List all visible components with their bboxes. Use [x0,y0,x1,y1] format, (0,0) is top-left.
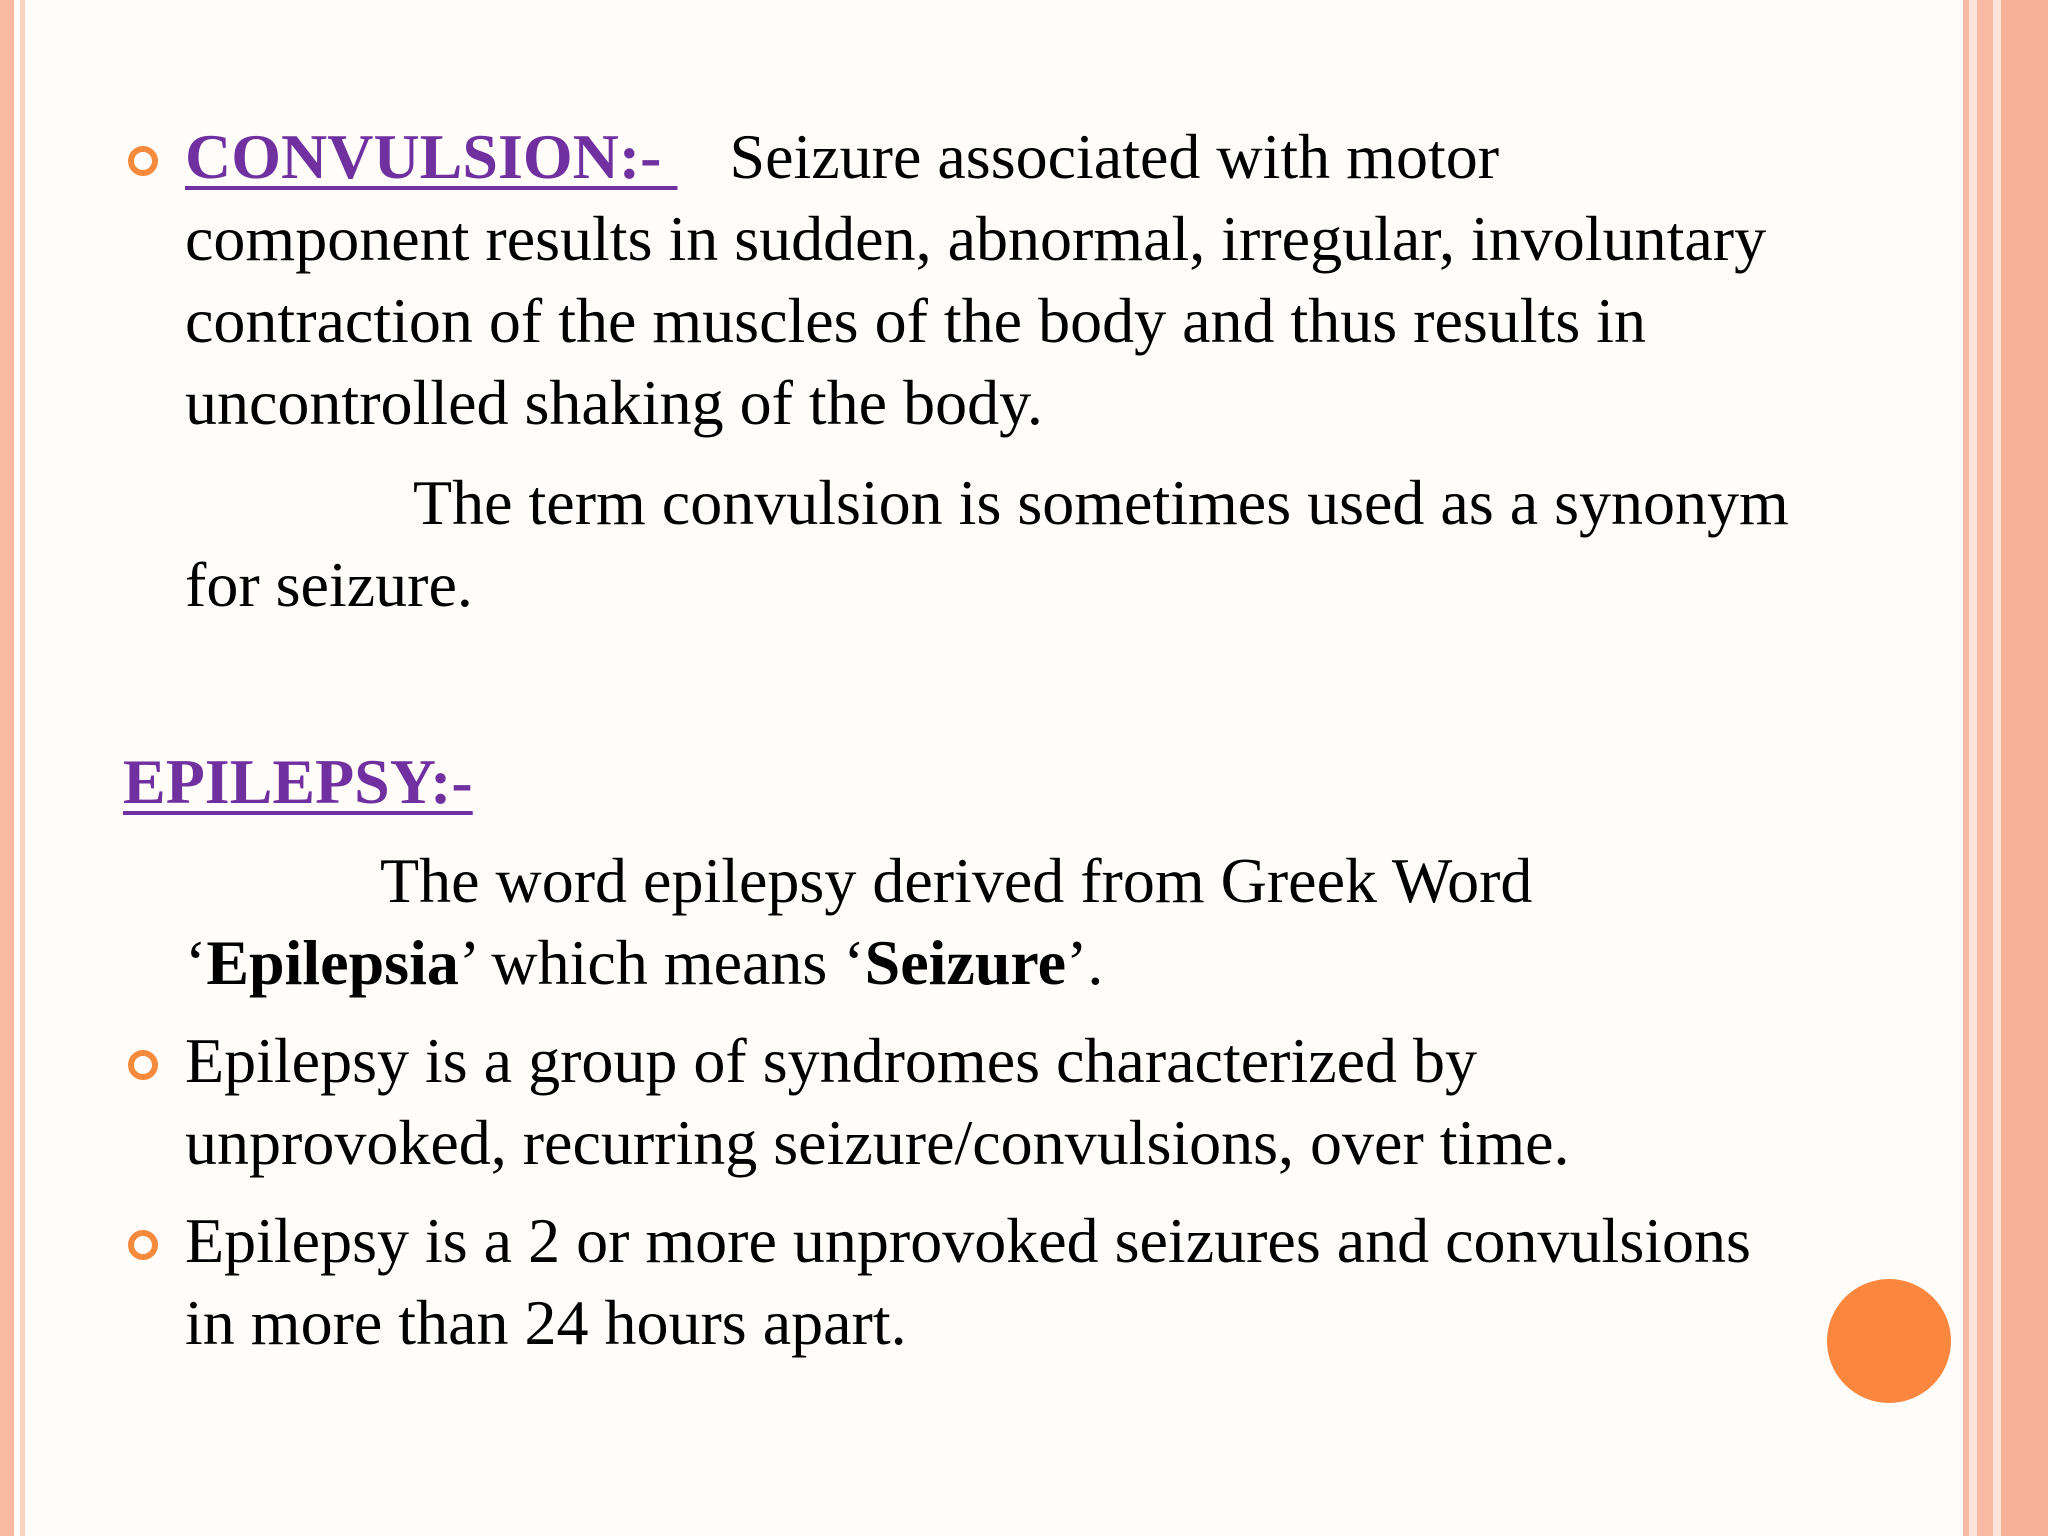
convulsion-line-1 [185,116,1499,198]
convulsion-heading: CONVULSION:- [185,121,678,192]
convulsion-text: Seizure associated with motor [729,121,1500,192]
convulsion-line-5: The term convulsion is sometimes used as a synonym [413,467,1789,538]
convulsion-line-6: for seizure. [185,549,473,620]
right-border-stripe [1977,0,1993,1536]
convulsion-line-2: component results in sudden, abnormal, irregular, involuntary [185,203,1767,274]
quote-open: ‘ [185,927,207,998]
convulsion-line-4: uncontrolled shaking of the body. [185,367,1043,438]
epilepsy-bullet-1-line-2: unprovoked, recurring seizure/convulsions, over time. [185,1107,1570,1178]
bullet-icon [128,1050,158,1080]
left-border-stripe [0,0,14,1536]
bullet-icon [128,1230,158,1260]
intro-middle-text: ’ which means ‘ [458,927,865,998]
convulsion-line-3: contraction of the muscles of the body and thus results in [185,285,1647,356]
term-seizure: Seizure [864,927,1067,998]
term-epilepsia: Epilepsia [206,927,459,998]
bullet-icon [128,146,158,176]
right-border-stripe-light [1993,0,2001,1536]
epilepsy-intro-line-2 [185,922,1103,1004]
epilepsy-bullet-2-line-2: in more than 24 hours apart. [185,1287,907,1358]
epilepsy-intro-line-1: The word epilepsy derived from Greek Word [380,845,1533,916]
epilepsy-heading: EPILEPSY:- [123,746,473,817]
intro-end-text: ’. [1066,927,1104,998]
epilepsy-bullet-1-line-1: Epilepsy is a group of syndromes characterized by [185,1025,1478,1096]
epilepsy-bullet-2-line-1: Epilepsy is a 2 or more unprovoked seizures and convulsions [185,1205,1751,1276]
right-border-stripe-light [1969,0,1977,1536]
epilepsy-heading-line [123,741,473,823]
left-border-stripe-inner [20,0,25,1536]
right-border-stripe-wide [2001,0,2048,1536]
decorative-orange-circle [1827,1279,1951,1403]
